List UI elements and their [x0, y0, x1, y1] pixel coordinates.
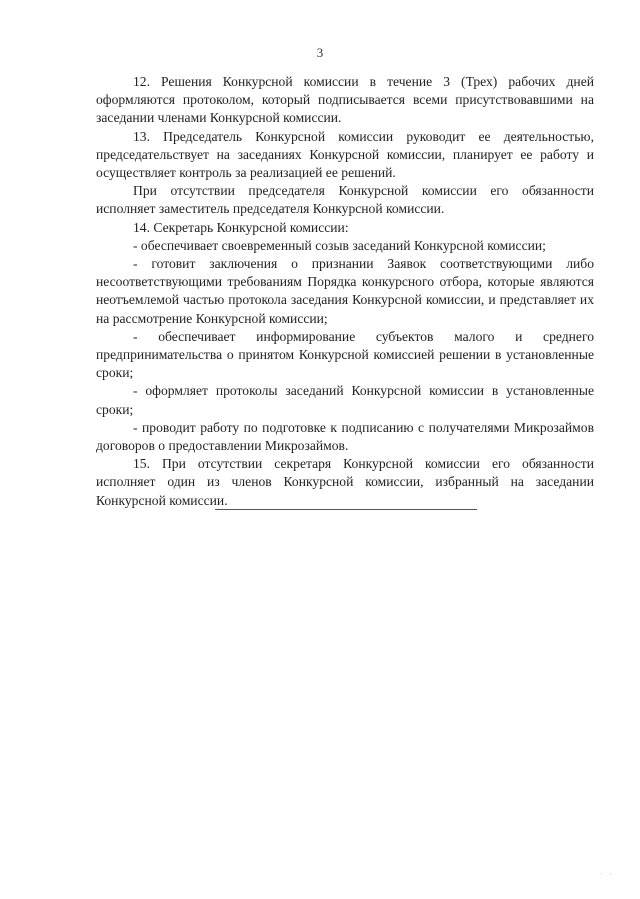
- duty-item-convene: - обеспечивает своевременный созыв заседаний Конкурсной комиссии;: [133, 237, 546, 253]
- paragraph-14-heading: 14. Секретарь Конкурсной комиссии:: [133, 219, 349, 235]
- paragraph-15: 15. При отсутствии секретаря Конкурсной комиссии его обязанности исполняет один из членов Конкурсной комиссии, избранный на заседании Конкурсной комиссии.: [96, 456, 594, 508]
- paragraph-13: 13. Председатель Конкурсной комиссии руководит ее деятельностью, председательствует на заседаниях Конкурсной комиссии, планирует ее работу и осуществляет контроль за реализацией ее решений.: [96, 128, 594, 181]
- scan-corner-marks: · ·: [599, 869, 614, 879]
- duty-item-protocols: - оформляет протоколы заседаний Конкурсной комиссии в установленные сроки;: [96, 383, 594, 417]
- paragraph-12: 12. Решения Конкурсной комиссии в течение 3 (Трех) рабочих дней оформляются протоколом, который подписывается всеми присутствовавшими на заседании членами Конкурсной комиссии.: [96, 74, 594, 126]
- duty-item-conclusions: - готовит заключения о признании Заявок соответствующими либо несоответствующими требованиям Порядка конкурсного отбора, которые являются неотъемлемой частью протокола заседания Конкурсной комиссии, и представляет их на рассмотрение Конкурсной комиссии;: [96, 256, 594, 326]
- page-number: 3: [316, 45, 324, 60]
- duty-item-contracts: - проводит работу по подготовке к подписанию с получателями Микрозаймов договоров о предоставлении Микрозаймов.: [96, 419, 594, 454]
- duty-item-informing: - обеспечивает информирование субъектов малого и среднего предпринимательства о принятом Конкурсной комиссией решении в установленные сроки;: [96, 328, 594, 381]
- document-body: [96, 73, 594, 510]
- end-divider-line: [215, 509, 477, 510]
- paragraph-chair-absence: При отсутствии председателя Конкурсной комиссии его обязанности исполняет заместитель председателя Конкурсной комиссии.: [96, 183, 594, 217]
